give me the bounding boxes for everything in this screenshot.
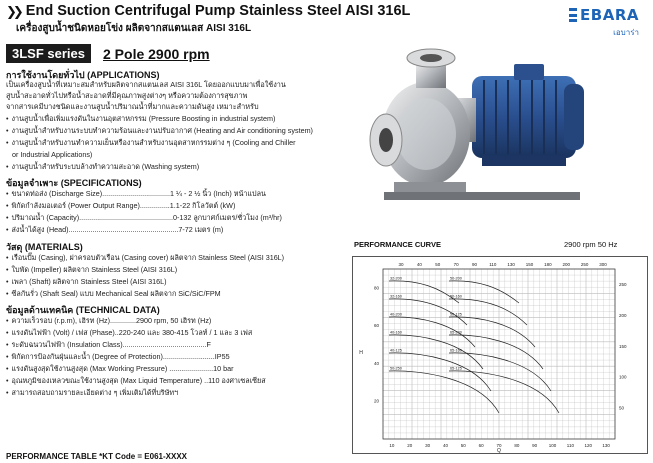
- technical-item: • แรงดันสูงสุดใช้งานสูงสุด (Max Working Pressure) ......................10 bar: [6, 364, 366, 374]
- pump-image: [364, 36, 590, 236]
- spec-item: • พิกัดกำลังมอเตอร์ (Power Output Range)...............1.1-22 กิโลวัตต์ (kW): [6, 201, 366, 211]
- performance-curve-line: [389, 281, 459, 303]
- x-tick-bottom-label: 110: [566, 443, 574, 448]
- title-text: End Suction Centrifugal Pump Stainless Steel AISI 316L: [25, 3, 411, 19]
- logo-text: EBARA: [580, 6, 639, 24]
- performance-curve-spec: 2900 rpm 50 Hz: [564, 240, 618, 249]
- y-tick-right-label: 250: [619, 281, 627, 287]
- x-tick-bottom-label: 100: [548, 443, 557, 448]
- material-item: • เพลา (Shaft) ผลิตจาก Stainless Steel (AISI 316L): [6, 277, 366, 287]
- materials-heading: วัสดุ (MATERIALS): [6, 242, 83, 252]
- x-tick-bottom-label: 80: [514, 443, 520, 448]
- spec-item: • ปริมาณน้ำ (Capacity)...............................................0-132 ลูกบาศก์เมตร/ชั่วโมง (m³/hr): [6, 213, 366, 223]
- x-tick-bottom-label: 120: [584, 443, 592, 448]
- curve-label: 65-125: [450, 366, 462, 371]
- technical-item: • ความเร็วรอบ (r.p.m), เฮิรท (Hz).............2900 rpm, 50 เฮิรท (Hz): [6, 316, 366, 326]
- x-tick-bottom-label: 60: [478, 443, 484, 448]
- applications-heading: การใช้งานโดยทั่วไป (APPLICATIONS): [6, 70, 160, 80]
- x-tick-top-label: 300: [599, 262, 607, 267]
- x-tick-top-label: 200: [562, 262, 571, 267]
- technical-item: • ระดับฉนวนไฟฟ้า (Insulation Class)..........................................F: [6, 340, 366, 350]
- x-tick-top-label: 30: [398, 262, 404, 267]
- applications-intro-1: เป็นเครื่องสูบน้ำที่เหมาะสมสำหรับผลิตจากสแตนเลส AISI 316L โดยออกแบบมาเพื่อใช้งาน: [6, 80, 286, 89]
- spec-item: • ส่งน้ำได้สูง (Head).......................................................7-72 เมตร (m): [6, 225, 366, 235]
- applications-item: • งานสูบน้ำสำหรับระบบล้างทำความสะอาด (Washing system): [6, 162, 366, 172]
- performance-curve-line: [389, 317, 475, 347]
- curve-label: 50-125: [450, 312, 462, 317]
- x-tick-bottom-label: 40: [442, 443, 448, 448]
- applications-item-continued: or Industrial Applications): [12, 150, 93, 159]
- page-subtitle: เครื่องสูบน้ำชนิดหอยโข่ง ผลิตจากสแตนเลส AISI 316L: [16, 23, 252, 34]
- technical-item: • พิกัดการป้องกันฝุ่นและน้ำ (Degree of Protection)..........................IP55: [6, 352, 366, 362]
- logo-thai-text: เอบาร่า: [613, 28, 639, 37]
- x-tick-top-label: 250: [580, 262, 589, 267]
- logo-bars-icon: [569, 8, 577, 22]
- curve-label: 50-250: [390, 366, 402, 371]
- x-tick-top-label: 150: [525, 262, 534, 267]
- x-tick-top-label: 70: [453, 262, 459, 267]
- applications-intro-2: สูบน้ำสะอาดทั่วไปหรือน้ำสะอาดที่มีคุณภาพสูงต่างๆ หรือความต้องการสุขภาพ: [6, 91, 248, 100]
- x-tick-bottom-label: 50: [460, 443, 466, 448]
- x-tick-top-label: 130: [507, 262, 515, 267]
- material-item: • ซีลกันรั่ว (Shaft Seal) แบบ Mechanical Seal ผลิตจาก SiC/SiC/FPM: [6, 289, 366, 299]
- material-item: • เรือนปั๊ม (Casing), ฝาครอบตัวเรือน (Casing cover) ผลิตจาก Stainless Steel (AISI 316L): [6, 253, 366, 263]
- applications-item: • งานสูบน้ำสำหรับงานระบบทำความร้อนและงานปรับอากาศ (Heating and Air conditioning system): [6, 126, 366, 136]
- applications-item: • งานสูบน้ำเพื่อเพิ่มแรงดันในงานอุตสาหกรรม (Pressure Boosting in industrial system): [6, 114, 366, 124]
- chart-svg: [353, 257, 647, 453]
- curve-label: 40-160: [390, 330, 402, 335]
- y-tick-left-label: 80: [373, 285, 379, 291]
- performance-table-title: PERFORMANCE TABLE *KT Code = E061-XXXX: [6, 452, 187, 461]
- x-tick-top-label: 40: [416, 262, 422, 267]
- y-tick-left-label: 20: [373, 398, 379, 404]
- x-tick-bottom-label: 30: [425, 443, 431, 448]
- material-item: • ใบพัด (Impeller) ผลิตจาก Stainless Steel (AISI 316L): [6, 265, 366, 275]
- y-tick-right-label: 200: [619, 312, 627, 318]
- performance-curve-line: [449, 281, 519, 303]
- x-tick-bottom-label: 10: [389, 443, 395, 448]
- x-tick-bottom-label: 130: [602, 443, 610, 448]
- curve-label: 65-200: [450, 330, 462, 335]
- applications-item: • งานสูบน้ำสำหรับงานทำความเย็นหรืองานสำหรับงานอุตสาหกรรมต่าง ๆ (Cooling and Chiller: [6, 138, 366, 148]
- performance-curve-line: [389, 371, 499, 413]
- curve-label: 32-200: [390, 276, 402, 281]
- x-tick-bottom-label: 90: [532, 443, 538, 448]
- y-axis-label: H: [359, 350, 363, 356]
- x-tick-top-label: 110: [489, 262, 497, 267]
- applications-intro-3: จากสารเคมีบางชนิดและงานสูบน้ำปริมาณน้ำที่มากและความดันสูง เหมาะสำหรับ: [6, 102, 259, 111]
- technical-item: • อุณหภูมิของเหลวขณะใช้งานสูงสุด (Max Liquid Temperature) ..110 องศาเซลเซียส: [6, 376, 366, 386]
- x-axis-label: Q: [497, 448, 501, 453]
- curve-label: 65-160: [450, 348, 462, 353]
- x-tick-bottom-label: 20: [407, 443, 413, 448]
- y-tick-left-label: 60: [373, 323, 379, 329]
- y-tick-left-label: 40: [373, 360, 379, 366]
- performance-curve-line: [389, 335, 483, 369]
- technical-item: • สามารถสอบถามรายละเอียดต่าง ๆ เพิ่มเติมได้ที่บริษัทฯ: [6, 388, 366, 398]
- curve-label: 40-125: [390, 348, 402, 353]
- chevron-icon: ❯❯: [6, 4, 20, 19]
- curve-label: 32-160: [390, 294, 402, 299]
- spec-item: • ขนาดท่อส่ง (Discharge Size)..................................1 ¼ - 2 ½ นิ้ว (Inch) หน้าแปลน: [6, 189, 366, 199]
- y-tick-right-label: 100: [619, 374, 627, 380]
- x-tick-bottom-label: 70: [496, 443, 502, 448]
- series-row: [6, 44, 210, 63]
- y-tick-right-label: 50: [619, 405, 625, 411]
- performance-curve-line: [449, 335, 543, 369]
- header: [6, 3, 506, 36]
- technical-heading: ข้อมูลด้านเทคนิค (TECHNICAL DATA): [6, 305, 160, 315]
- performance-curve-line: [449, 371, 559, 413]
- brand-logo: [569, 6, 639, 39]
- series-badge: 3LSF series: [6, 44, 91, 63]
- curve-label: 50-160: [450, 294, 462, 299]
- x-tick-top-label: 90: [471, 262, 477, 267]
- technical-item: • แรงดันไฟฟ้า (Volt) / เฟส (Phase)..220-240 และ 380-415 โวลท์ / 1 และ 3 เฟส: [6, 328, 366, 338]
- x-tick-top-label: 180: [544, 262, 552, 267]
- curve-label: 50-200: [450, 276, 462, 281]
- page-title: [6, 3, 506, 20]
- y-tick-right-label: 150: [619, 343, 627, 349]
- specifications-heading: ข้อมูลจำเพาะ (SPECIFICATIONS): [6, 178, 142, 188]
- series-speed: 2 Pole 2900 rpm: [103, 45, 210, 62]
- performance-chart: [352, 256, 648, 454]
- performance-curve-label: PERFORMANCE CURVE: [354, 240, 441, 249]
- curve-label: 40-200: [390, 312, 402, 317]
- x-tick-top-label: 50: [435, 262, 441, 267]
